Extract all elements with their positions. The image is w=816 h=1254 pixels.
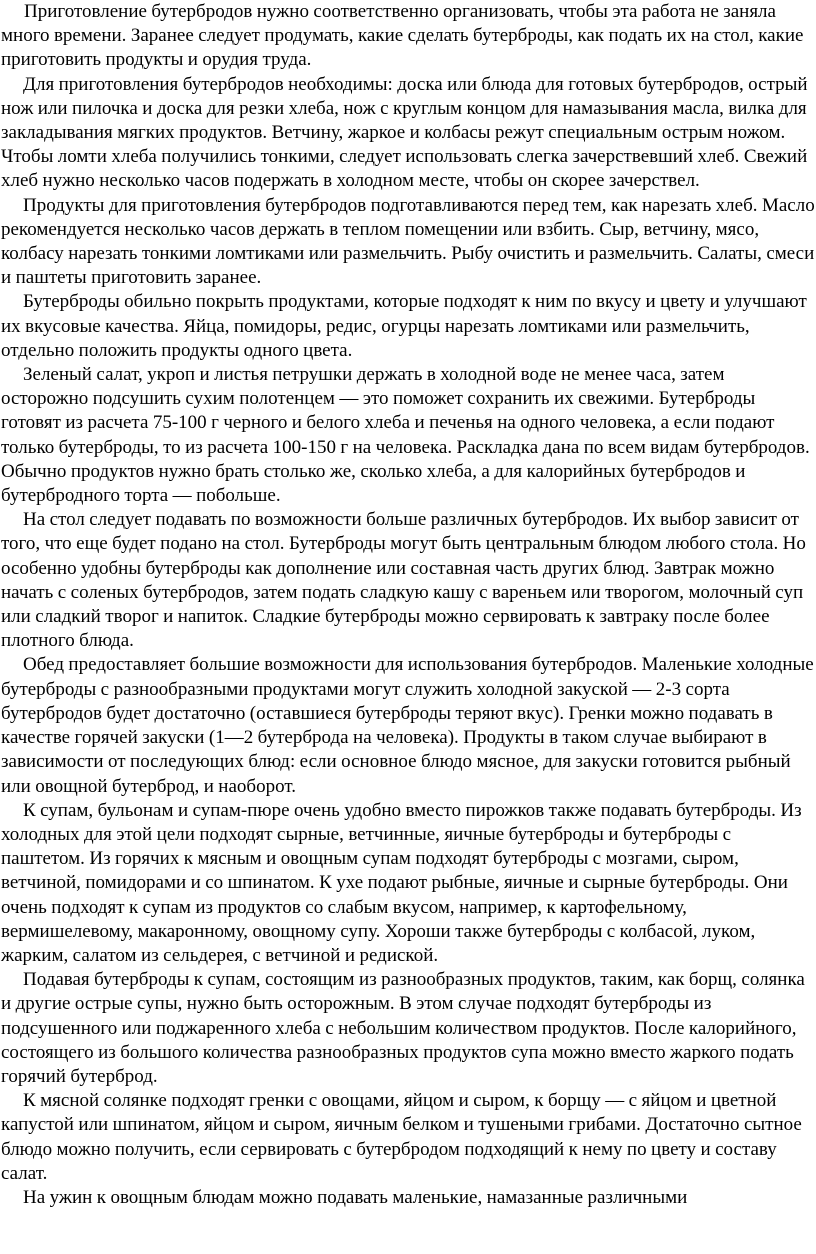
paragraph-lunch: Обед предоставляет большие возможности для использования бутербродов. Маленькие холодные бутерброды с разнообразными продуктами могут служить холодной закуской — 2-3 сорта бутербродов будет достаточно (оставшиеся бутерброды теряют вкус). Гренки можно подавать в качестве горячей закуски (1—2 бутерброда на человека). Продукты в таком случае выбирают в зависимости от последующих блюд: если основное блюдо мясное, для закуски готовится рыбный или овощной бутерброд, и наоборот. [1, 654, 814, 797]
paragraph-serving-breakfast: На стол следует подавать по возможности больше различных бутербродов. Их выбор зависит от того, что еще будет подано на стол. Бутерброды могут быть центральным блюдом любого стола. Но особенно удобны бутерброды как дополнение или составная часть других блюд. Завтрак можно начать с соленых бутербродов, затем подать сладкую кашу с вареньем или творогом, молочный суп или сладкий творог и напиток. Сладкие бутерброды можно сервировать к завтраку после более плотного блюда. [1, 509, 806, 652]
paragraph-dinner: На ужин к овощным блюдам можно подавать маленькие, намазанные различными [23, 1186, 688, 1208]
paragraph-soups: К супам, бульонам и супам-пюре очень удобно вместо пирожков также подавать бутерброды. Из холодных для этой цели подходят сырные, ветчинные, яичные бутерброды и бутерброды с паштетом. Из горячих к мясным и овощным супам подходят бутерброды с мозгами, сыром, ветчиной, помидорами и со шпинатом. К ухе подают рыбные, яичные и сырные бутерброды. Они очень подходят к супам из продуктов со слабым вкусом, например, к картофельному, вермишелевому, макаронному, овощному супу. Хороши также бутерброды с колбасой, луком, жарким, салатом из сельдерея, с ветчиной и редиской. [1, 799, 802, 966]
paragraph-solyanka-borscht: К мясной солянке подходят гренки с овощами, яйцом и сыром, к борщу — с яйцом и цветной капустой или шпинатом, яйцом и сыром, яичным белком и тушеными грибами. Достаточно сытное блюдо можно получить, если сервировать с бутербродом подходящий к нему по цвету и составу салат. [1, 1090, 802, 1184]
paragraph-covering-products: Бутерброды обильно покрыть продуктами, которые подходят к ним по вкусу и цвету и улучшают их вкусовые качества. Яйца, помидоры, редис, огурцы нарезать ломтиками или размельчить, отдельно положить продукты одного цвета. [1, 291, 807, 361]
paragraph-preparation-organization: Приготовление бутербродов нужно соответственно организовать, чтобы эта работа не заняла много времени. Заранее следует продумать, какие сделать бутерброды, как подать их на стол, какие приготовить продукты и орудия труда. [1, 1, 804, 71]
paragraph-tools: Для приготовления бутербродов необходимы: доска или блюда для готовых бутербродов, острый нож или пилочка и доска для резки хлеба, нож с круглым концом для намазывания масла, вилка для закладывания мягких продуктов. Ветчину, жаркое и колбасы режут специальным острым ножом. Чтобы ломти хлеба получились тонкими, следует использовать слегка зачерствевший хлеб. Свежий хлеб нужно несколько часов подержать в холодном месте, чтобы он скорее зачерствел. [1, 73, 808, 192]
paragraph-complex-soups: Подавая бутерброды к супам, состоящим из разнообразных продуктов, таким, как борщ, солянка и другие острые супы, нужно быть осторожным. В этом случае подходят бутерброды из подсушенного или поджаренного хлеба с небольшим количеством продуктов. После калорийного, состоящего из большого количества разнообразных продуктов супа можно вместо жаркого подать горячий бутерброд. [1, 969, 805, 1087]
paragraph-products-preparation: Продукты для приготовления бутербродов подготавливаются перед тем, как нарезать хлеб. Масло рекомендуется несколько часов держать в теплом помещении или взбить. Сыр, ветчину, мясо, колбасу нарезать тонкими ломтиками или размельчить. Рыбу очистить и размельчить. Салаты, смеси и паштеты приготовить заранее. [1, 194, 815, 289]
paragraph-greens-and-portions: Зеленый салат, укроп и листья петрушки держать в холодной воде не менее часа, затем осторожно подсушить сухим полотенцем — это поможет сохранить их свежими. Бутерброды готовят из расчета 75-100 г черного и белого хлеба и печенья на одного человека, а если подают только бутерброды, то из расчета 100-150 г на человека. Раскладка дана по всем видам бутербродов. Обычно продуктов нужно брать столько же, сколько хлеба, а для калорийных бутербродов и бутербродного торта — побольше. [1, 364, 810, 507]
